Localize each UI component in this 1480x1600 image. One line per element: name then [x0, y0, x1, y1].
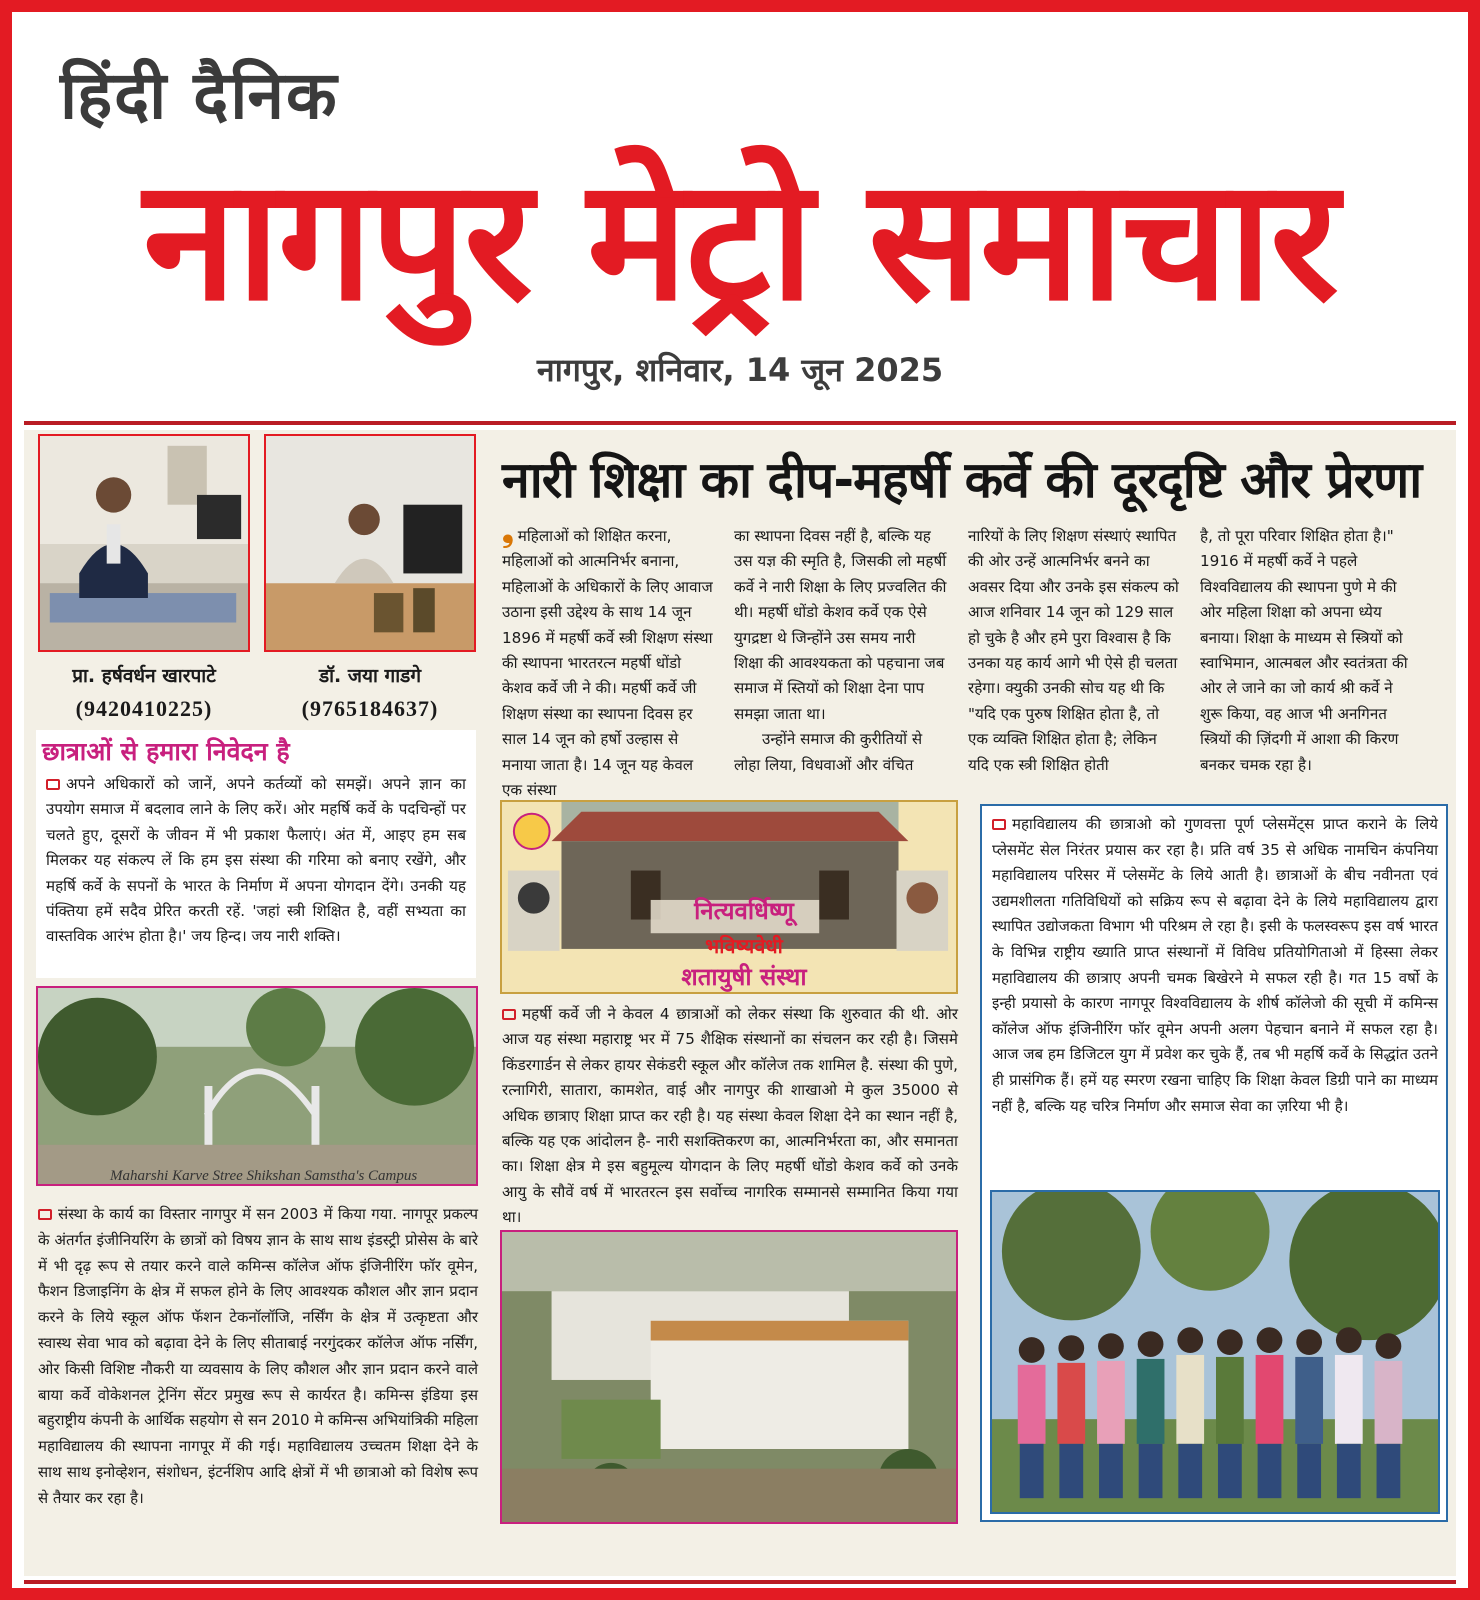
article-column-1 [502, 514, 714, 803]
article-col2b-text: उन्होंने समाज की कुरीतियों से लोहा लिया, विधवाओं और वंचित [734, 730, 923, 774]
masthead-rule [24, 421, 1456, 425]
campus-photo [36, 986, 478, 1186]
paragraph-marker-icon [38, 1209, 52, 1220]
paragraph-marker-icon [46, 779, 60, 790]
paragraph-marker-icon [502, 1009, 516, 1020]
article-col1-text: महिलाओं को शिक्षित करना, महिलाओं को आत्मनिर्भर बनाना, महिलाओं के अधिकारों के लिए आवाज उठाना इसी उद्देश्य के साथ 14 जून 1896 में महर्षी कर्वे स्त्री शिक्षण संस्था की स्थापना भारतरत्न महर्षी धोंडो केशव कर्वे जी ने की। महर्षी कर्वे जी शिक्षण संस्था का स्थापना दिवस हर साल 14 जून को हर्षो उल्हास से मनाया जाता है। 14 जून यह केवल एक संस्था [502, 527, 713, 800]
person-phone-1: (9420410225) [75, 696, 213, 721]
content-area [24, 430, 1456, 1576]
article-col3-text: नारियों के लिए शिक्षण संस्थाएं स्थापित की ओर उन्हें आत्मनिर्भर बनने का अवसर दिया और उनके इस संकल्प को आज शनिवार 14 जून को 129 साल हो चुके है और हमे पुरा विश्वास है कि उनका यह कार्य आगे भी ऐसे ही चलता रहेगा। क्युकी उनकी सोच यह थी कि "यदि एक पुरुष शिक्षित होता है, तो एक व्यक्ति शिक्षित होता है; लेकिन यदि एक स्त्री शिक्षित होती [968, 527, 1179, 774]
students-group-photo [990, 1190, 1440, 1514]
students-photo-icon [992, 1192, 1438, 1512]
expansion-paragraph [38, 1202, 478, 1512]
article-column-4 [1200, 524, 1412, 778]
dateline: नागपुर, शनिवार, 14 जून 2025 [536, 351, 944, 389]
placement-paragraph [992, 812, 1438, 1119]
placement-text: महाविद्यालय की छात्राओ को गुणवत्ता पूर्ण प्लेसमेंट्स प्राप्त कराने के लिये प्लेसमेंट सेल निरंतर प्रयास कर रहा है। प्रति वर्ष 35 से अधिक नामचिन कंपनिया महाविद्यालय परिसर में प्लेसमेंट के लिये आती है। छात्राओं के बीच नवीनता एवं उद्यमशीलता गतिविधियों को सक्रिय रूप से बढ़ावा देने के लिये महाविद्यालय द्वारा स्थापित उद्योजकता विभाग भी परिश्रम ले रहा है। इसी के फलस्वरूप इस वर्ष भारत के विभिन्न राष्ट्रीय ख्याति प्राप्त संस्थानों में विविध प्रतियोगिताओ में हिस्सा लेकर महाविद्यालय की छात्राए अपनी चमक बिखेरने मे सफल रही है। गत 15 वर्षो के इन्ही प्रयासो के कारण नागपूर विश्वविद्यालय के शीर्ष कॉलेजो की सूची में कमिन्स कॉलेज ऑफ इंजिनीरिंग फॉर वूमेन अपनी अलग पेहचान बनाने में सफल रहा है। आज जब हम डिजिटल युग में प्रवेश कर चुके हैं, तब भी महर्षि कर्वे के सिद्धांत उतने ही प्रासंगिक हैं। हमें यह स्मरण रखना चाहिए कि शिक्षा केवल डिग्री पाने का माध्यम नहीं है, बल्कि यह चरित्र निर्माण और समाज सेवा का ज़रिया भी है। [992, 815, 1438, 1115]
masthead-kicker: हिंदी दैनिक [60, 57, 339, 134]
founder-text: महर्षी कर्वे जी ने केवल 4 छात्राओं को लेकर संस्था कि शुरुवात की थी. ओर आज यह संस्था महाराष्ट्र भर में 75 शैक्षिक संस्थानों का संचलन कर रही है। जिसमे किंडरगार्डन से लेकर हायर सेकंडरी स्कूल और कॉलेज तक शामिल है. संस्था की पुणे, रत्नागिरी, सातारा, कामशेत, वाई और नागपुर की शाखाओ मे कुल 35000 से अधिक छात्राए शिक्षा प्राप्त कर रही है। यह संस्था केवल शिक्षा देने का स्थान नहीं है, बल्कि यह एक आंदोलन है- नारी सशक्तिकरण का, आत्मनिर्भरता का, और समानता का। शिक्षा क्षेत्र मे इस बहुमूल्य योगदान के लिए महर्षी धोंडो केशव कर्वे को उनके आयु के सौवें वर्ष में भारतरत्न इस सर्वोच्च नागरिक सम्मानसे सम्मानित किया गया था। [502, 1005, 958, 1227]
portrait-photo-professor [264, 434, 476, 652]
article-headline: नारी शिक्षा का दीप-महर्षी कर्वे की दूरदृष्टि और प्रेरणा [502, 451, 1422, 509]
paragraph-marker-icon [992, 819, 1006, 830]
campus-caption: Maharshi Karve Stree Shikshan Samstha's Campus [110, 1168, 418, 1184]
footer-rule [24, 1580, 1456, 1584]
banner-line-1: नित्यवर्धिष्णू [694, 897, 794, 925]
appeal-body [46, 772, 466, 950]
campus-gate-photo-icon [38, 988, 476, 1184]
article-column-2 [734, 524, 949, 778]
person-name-1: प्रा. हर्षवर्धन खारपाटे [72, 665, 216, 687]
article-column-3 [968, 524, 1180, 778]
person-name-2: डॉ. जया गाडगे [318, 665, 422, 687]
aerial-campus-photo [500, 1230, 958, 1524]
article-col2-text: का स्थापना दिवस नहीं है, बल्कि यह उस यज्ञ की स्मृति है, जिसकी लो महर्षी कर्वे ने नारी शिक्षा के लिए प्रज्वलित की थी। महर्षी धोंडो केशव कर्वे एक ऐसे युगद्रष्टा थे जिन्होंने उस समय नारी शिक्षा की आवश्यकता को पहचाना जब समाज में स्तियों को शिक्षा देना पाप समझा जाता था। [734, 527, 947, 723]
person-phone-2: (9765184637) [301, 696, 439, 721]
banner-line-3: शतायुषी संस्था [681, 963, 807, 991]
aerial-building-photo-icon [502, 1232, 956, 1522]
quote-mark-icon: ❟ [502, 514, 514, 549]
banner-line-2: भविष्यवेधी [705, 934, 783, 958]
appeal-title: छात्राओं से हमारा निवेदन है [42, 737, 290, 766]
portrait-photo-principal [38, 434, 250, 652]
masthead-title: नागपुर मेट्रो समाचार [143, 142, 1337, 338]
office-photo-icon [40, 436, 248, 650]
office-photo-icon [266, 436, 474, 650]
founder-paragraph [502, 1002, 958, 1231]
article-col4-text: है, तो पूरा परिवार शिक्षित होता है।" 1916 में महर्षी कर्वे ने पहले विश्वविद्यालय की स्थापना पुणे मे की ओर महिला शिक्षा को अपना ध्येय बनाया। शिक्षा के माध्यम से स्त्रियों को स्वाभिमान, आत्मबल और स्वतंत्रता की ओर ले जाने का जो कार्य श्री कर्वे ने शुरू किया, वह आज भी अनगिनत स्त्रियों की ज़िंदगी में आशा की किरण बनकर चमक रहा है। [1200, 527, 1408, 774]
expansion-text: संस्था के कार्य का विस्तार नागपुर में सन 2003 में किया गया. नागपूर प्रकल्प के अंतर्गत इंजीनियरिंग के छात्रों को विषय ज्ञान के साथ साथ इंडस्ट्री प्रोसेस के बारे में भी दृढ़ रूप से तयार करने वाले कमिन्स कॉलेज ऑफ इंजिनीरिंग फॉर वूमेन, फैशन डिजाइनिंग के क्षेत्र में सफल होने के लिए आवश्यक कौशल और ज्ञान प्रदान करने के लिये स्कूल ऑफ फॅशन टेकनॉलॉजि, नर्सिंग के क्षेत्र में उत्कृष्टता और स्वास्थ सेवा भाव को बढ़ावा देने के लिए सीताबाई नरगुंदकर कॉलेज ऑफ नर्सिंग, ओर किसी विशिष्ट नौकरी या व्यवसाय के लिए कौशल और ज्ञान प्रदान करने वाले बाया कर्वे वोकेशनल ट्रेनिंग सेंटर प्रमुख रूप से कार्यरत है। कमिन्स इंडिया इस बहुराष्ट्रीय कंपनी के आर्थिक सहयोग से सन 2010 मे कमिन्स अभियांत्रिकी महिला महाविद्यालय की स्थापना नागपूर में की गई। महाविद्यालय उच्चतम शिक्षा देने के साथ साथ इनोव्हेशन, संशोधन, इंटर्नशिप आदि क्षेत्रों में भी छात्राओ को विशेष रूप से तैयार कर रहा है। [38, 1205, 478, 1507]
appeal-text: अपने अधिकारों को जानें, अपने कर्तव्यों को समझें। अपने ज्ञान का उपयोग समाज में बदलाव लाने के लिए करें। ओर महर्षि कर्वे के पदचिन्हों पर चलते हुए, दूसरों के जीवन में भी प्रकाश फैलाएं। अंत में, आइए हम सब मिलकर यह संकल्प लें कि हम इस संस्था की गरिमा को बनाए रखेंगे, और महर्षि कर्वे के सपनों के भारत के निर्माण में अपना योगदान देंगे। उनकी यह पंक्तिया हमें सदैव प्रेरित करती रहें. 'जहां स्त्री शिक्षित है, वहीं सभ्यता का वास्तविक आरंभ होता है।' जय हिन्द। जय नारी शक्ति। [46, 775, 466, 946]
